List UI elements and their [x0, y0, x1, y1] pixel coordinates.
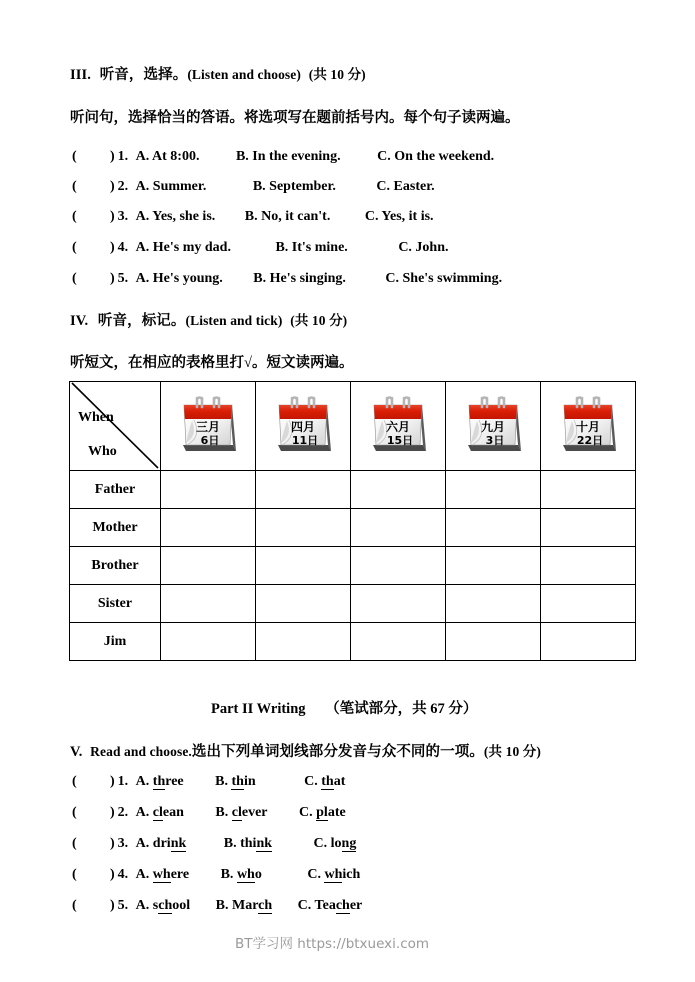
option-letter: A.: [135, 805, 150, 820]
option-c[interactable]: C. Yes, it is.: [364, 209, 434, 224]
option-a[interactable]: A. He's young.: [135, 271, 223, 286]
section-3-question-3: [72, 207, 434, 227]
section-4-instruction: 听短文，在相应的表格里打√。短文读两遍。: [70, 355, 354, 371]
underlined-part: ch: [258, 898, 273, 913]
answer-bracket-close[interactable]: ): [110, 867, 115, 882]
tick-cell[interactable]: [256, 509, 351, 547]
underlined-part: wh: [236, 867, 255, 882]
row-label-mother: Mother: [70, 509, 161, 547]
calendar-icon: [176, 395, 240, 457]
word-suffix: ree: [165, 774, 184, 789]
section-3-score: (共 10 分): [308, 67, 366, 82]
tick-cell[interactable]: [351, 585, 446, 623]
option-c[interactable]: [307, 865, 360, 885]
calendar-header-cell-3: [351, 382, 446, 471]
option-b[interactable]: [216, 896, 273, 916]
underlined-part: cl: [231, 805, 242, 820]
option-letter: B.: [220, 867, 234, 882]
tick-cell[interactable]: [446, 623, 541, 661]
section-3-question-4: [72, 238, 449, 258]
option-b[interactable]: B. It's mine.: [275, 240, 348, 255]
tick-cell[interactable]: [351, 547, 446, 585]
question-number: 1.: [117, 774, 129, 789]
section-4-heading: [70, 309, 347, 330]
tick-cell[interactable]: [541, 623, 636, 661]
tick-cell[interactable]: [541, 585, 636, 623]
question-number: 3.: [117, 836, 129, 851]
calendar-day-text: 3日: [485, 434, 505, 447]
word-suffix: o: [254, 867, 262, 882]
option-a[interactable]: A. He's my dad.: [135, 240, 231, 255]
answer-bracket-open[interactable]: (: [72, 774, 77, 789]
option-letter: A.: [135, 898, 150, 913]
section-5-title-en: Read and choose.: [90, 744, 192, 759]
tick-cell[interactable]: [541, 509, 636, 547]
calendar-month-text: 三月: [195, 420, 221, 434]
tick-cell[interactable]: [351, 471, 446, 509]
section-4-title-en: (Listen and tick): [185, 313, 283, 328]
tick-cell[interactable]: [446, 547, 541, 585]
tick-cell[interactable]: [161, 471, 256, 509]
word-suffix: er: [349, 898, 363, 913]
answer-bracket-close[interactable]: ): [110, 209, 115, 224]
calendar-header-cell-4: [446, 382, 541, 471]
underlined-part: nk: [170, 836, 187, 851]
underlined-part: cl: [152, 805, 163, 820]
tick-cell[interactable]: [446, 509, 541, 547]
question-number: 3.: [117, 209, 129, 224]
listen-and-tick-table: [69, 381, 636, 661]
calendar-month-text: 六月: [385, 420, 411, 434]
underlined-part: nk: [256, 836, 273, 851]
underlined-part: pl: [316, 805, 328, 820]
tick-cell[interactable]: [256, 623, 351, 661]
option-b[interactable]: [221, 865, 262, 885]
section-3-question-1: [72, 147, 494, 167]
row-label-father: Father: [70, 471, 161, 509]
word-suffix: ool: [172, 898, 191, 913]
section-3-number: III.: [70, 67, 91, 83]
question-number: 1.: [117, 149, 129, 164]
section-5-score: (共 10 分): [483, 744, 541, 759]
table-corner-cell: [70, 382, 161, 471]
section-3-question-5: [72, 269, 502, 289]
answer-bracket-close[interactable]: ): [110, 898, 115, 913]
answer-bracket-open[interactable]: (: [72, 240, 77, 255]
underlined-part: ch: [335, 898, 350, 913]
tick-cell[interactable]: [161, 509, 256, 547]
option-letter: A.: [135, 867, 150, 882]
row-label-sister: Sister: [70, 585, 161, 623]
option-letter: C.: [299, 805, 313, 820]
tick-cell[interactable]: [541, 547, 636, 585]
question-number: 4.: [117, 867, 129, 882]
tick-cell[interactable]: [256, 585, 351, 623]
calendar-day-text: 15日: [386, 434, 414, 447]
option-a[interactable]: [136, 865, 189, 885]
answer-bracket-close[interactable]: ): [110, 774, 115, 789]
option-c[interactable]: C. Easter.: [376, 179, 435, 194]
underlined-part: th: [152, 774, 166, 789]
question-number: 4.: [117, 240, 129, 255]
calendar-icon: [461, 395, 525, 457]
option-a[interactable]: A. Yes, she is.: [135, 209, 216, 224]
corner-label-when: When: [78, 410, 114, 425]
section-5-question-5: [72, 896, 362, 916]
option-c[interactable]: [304, 772, 345, 792]
calendar-month-text: 十月: [575, 420, 601, 434]
word-prefix: lo: [330, 836, 342, 851]
answer-bracket-close[interactable]: ): [110, 240, 115, 255]
option-letter: A.: [135, 774, 150, 789]
answer-bracket-open[interactable]: (: [72, 836, 77, 851]
answer-bracket-close[interactable]: ): [110, 805, 115, 820]
table-row: [70, 471, 636, 509]
part-2-title-en: Part II Writing: [211, 701, 306, 717]
part-2-title: [211, 697, 477, 718]
option-letter: B.: [223, 836, 237, 851]
option-c[interactable]: C. John.: [398, 240, 449, 255]
calendar-day-text: 11日: [291, 434, 319, 447]
option-letter: C.: [304, 774, 318, 789]
answer-bracket-open[interactable]: (: [72, 179, 77, 194]
calendar-header-cell-5: [541, 382, 636, 471]
option-b[interactable]: [224, 834, 272, 854]
underlined-part: wh: [152, 867, 171, 882]
option-a[interactable]: [136, 834, 187, 854]
table-row: [70, 623, 636, 661]
section-4-title-cn: 听音，标记。: [97, 313, 186, 329]
question-number: 2.: [117, 805, 129, 820]
underlined-part: ch: [158, 898, 173, 913]
table-header-row: [70, 382, 636, 471]
option-a[interactable]: [136, 803, 184, 823]
table-row: [70, 585, 636, 623]
answer-bracket-close[interactable]: ): [110, 836, 115, 851]
option-b[interactable]: [215, 772, 255, 792]
word-prefix: Tea: [314, 898, 336, 913]
section-3-question-2: [72, 177, 435, 197]
answer-bracket-open[interactable]: (: [72, 271, 77, 286]
word-suffix: ean: [162, 805, 184, 820]
underlined-part: ng: [341, 836, 357, 851]
section-5-question-2: [72, 803, 346, 823]
tick-cell[interactable]: [161, 585, 256, 623]
option-b[interactable]: B. In the evening.: [235, 149, 341, 164]
option-b[interactable]: B. September.: [252, 179, 336, 194]
option-letter: A.: [135, 836, 150, 851]
option-letter: B.: [215, 774, 228, 789]
answer-bracket-close[interactable]: ): [110, 179, 115, 194]
section-5-question-4: [72, 865, 360, 885]
word-suffix: ever: [241, 805, 268, 820]
underlined-part: th: [231, 774, 244, 789]
calendar-icon: [271, 395, 335, 457]
tick-cell[interactable]: [351, 509, 446, 547]
question-number: 5.: [117, 898, 129, 913]
option-b[interactable]: [215, 803, 267, 823]
section-5-question-1: [72, 772, 345, 792]
section-3-instruction: 听问句，选择恰当的答语。将选项写在题前括号内。每个句子读两遍。: [70, 110, 520, 126]
word-suffix: ate: [327, 805, 346, 820]
option-c[interactable]: C. On the weekend.: [377, 149, 495, 164]
section-3-title-cn: 听音，选择。: [99, 67, 188, 83]
calendar-day-text: 6日: [200, 434, 220, 447]
answer-bracket-close[interactable]: ): [110, 149, 115, 164]
calendar-header-cell-1: [161, 382, 256, 471]
word-prefix: s: [152, 898, 159, 913]
option-c[interactable]: [299, 803, 346, 823]
option-c[interactable]: [314, 834, 357, 854]
calendar-day-text: 22日: [576, 434, 604, 447]
section-4-score: (共 10 分): [290, 313, 348, 328]
option-c[interactable]: C. She's swimming.: [385, 271, 503, 286]
word-suffix: at: [333, 774, 346, 789]
section-4-number: IV.: [70, 313, 89, 329]
section-5-number: V.: [70, 744, 83, 760]
question-number: 2.: [117, 179, 129, 194]
table-row: [70, 509, 636, 547]
tick-cell[interactable]: [161, 547, 256, 585]
calendar-icon: [366, 395, 430, 457]
table-row: [70, 547, 636, 585]
row-label-brother: Brother: [70, 547, 161, 585]
tick-cell[interactable]: [161, 623, 256, 661]
option-a[interactable]: A. Summer.: [135, 179, 207, 194]
option-a[interactable]: A. At 8:00.: [135, 149, 200, 164]
section-3-title-en: (Listen and choose): [187, 67, 301, 82]
tick-cell[interactable]: [446, 585, 541, 623]
calendar-header-cell-2: [256, 382, 351, 471]
answer-bracket-open[interactable]: (: [72, 898, 77, 913]
row-label-jim: Jim: [70, 623, 161, 661]
section-3-heading: [70, 63, 366, 84]
answer-bracket-open[interactable]: (: [72, 805, 77, 820]
word-suffix: in: [243, 774, 256, 789]
question-number: 5.: [117, 271, 129, 286]
option-b[interactable]: B. He's singing.: [253, 271, 346, 286]
option-a[interactable]: [136, 896, 190, 916]
option-b[interactable]: B. No, it can't.: [244, 209, 331, 224]
tick-cell[interactable]: [446, 471, 541, 509]
corner-label-who: Who: [88, 444, 117, 459]
tick-cell[interactable]: [256, 547, 351, 585]
word-suffix: ich: [342, 867, 361, 882]
option-letter: B.: [215, 805, 229, 820]
word-prefix: thi: [240, 836, 257, 851]
word-prefix: dri: [152, 836, 171, 851]
section-5-title-cn: 选出下列单词划线部分发音与众不同的一项。: [191, 744, 484, 760]
answer-bracket-open[interactable]: (: [72, 209, 77, 224]
calendar-icon: [556, 395, 620, 457]
tick-cell[interactable]: [541, 471, 636, 509]
tick-cell[interactable]: [256, 471, 351, 509]
option-letter: C.: [313, 836, 328, 851]
word-suffix: ere: [170, 867, 190, 882]
calendar-month-text: 九月: [480, 420, 506, 434]
calendar-month-text: 四月: [290, 420, 316, 434]
tick-cell[interactable]: [351, 623, 446, 661]
answer-bracket-open[interactable]: (: [72, 149, 77, 164]
option-letter: C.: [297, 898, 312, 913]
answer-bracket-open[interactable]: (: [72, 867, 77, 882]
word-prefix: Mar: [231, 898, 259, 913]
section-5-question-3: [72, 834, 356, 854]
section-5-heading: [70, 740, 541, 761]
site-watermark: BT学习网 https://btxuexi.com: [235, 936, 430, 952]
answer-bracket-close[interactable]: ): [110, 271, 115, 286]
option-a[interactable]: [136, 772, 184, 792]
underlined-part: th: [321, 774, 334, 789]
option-letter: B.: [215, 898, 229, 913]
option-c[interactable]: [298, 896, 363, 916]
underlined-part: wh: [324, 867, 343, 882]
option-letter: C.: [307, 867, 321, 882]
part-2-title-cn: （笔试部分，共 67 分）: [325, 701, 478, 717]
